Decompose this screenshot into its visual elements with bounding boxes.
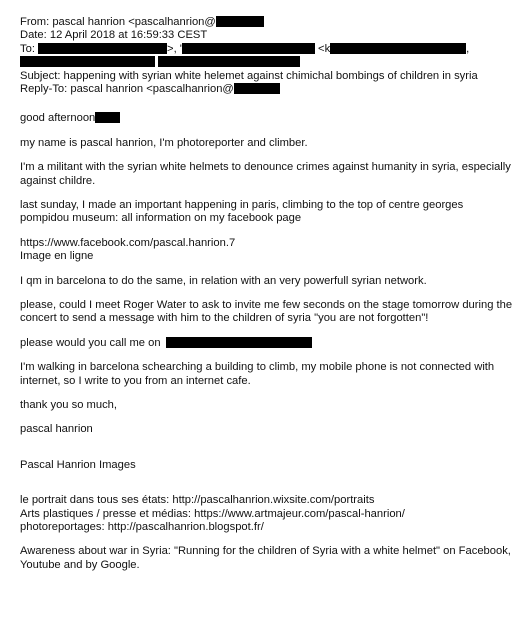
date-text: Date: 12 April 2018 at 16:59:33 CEST <box>20 29 208 42</box>
walking-paragraph: I'm walking in barcelona schearching a building to climb, my mobile phone is not connected with internet, so I write to you from an internet cafe. <box>20 361 495 387</box>
happening-paragraph: last sunday, I made an important happening in paris, climbing to the top of centre georges pompidou museum: all information on my facebook page <box>20 198 464 225</box>
request-paragraph: please, could I meet Roger Water to ask to invite me few seconds on the stage tomorrow during the concert to send a message with him to the children of syria "you are not forgotten"! <box>20 298 513 325</box>
redaction-bar <box>234 83 280 94</box>
redaction-bar <box>166 337 312 348</box>
date-line <box>20 29 515 42</box>
redaction-bar <box>20 56 155 67</box>
to-line <box>20 43 515 56</box>
sender-name: pascal hanrion <box>20 423 93 436</box>
intro-paragraph: my name is pascal hanrion, I'm photoreporter and climber. <box>20 136 308 149</box>
reply-to-text: Reply-To: pascal hanrion <pascalhanrion@ <box>20 82 234 95</box>
awareness-paragraph: Awareness about war in Syria: "Running for the children of Syria with a white helmet" on Facebook, Youtube and by Google. <box>20 545 511 571</box>
redaction-bar <box>330 43 466 54</box>
to-separator: <k <box>314 42 331 55</box>
redaction-bar <box>158 56 300 67</box>
greeting-text: good afternoon <box>20 112 96 125</box>
inline-image-caption: Image en ligne <box>20 250 94 263</box>
subject-text: Subject: happening with syrian white helemet against chimichal bombings of children in syria <box>20 69 478 82</box>
greeting-line <box>20 112 515 125</box>
signature-company: Pascal Hanrion Images <box>20 458 136 471</box>
thanks-line: thank you so much, <box>20 398 118 411</box>
call-me-text: please would you call me on <box>20 336 161 349</box>
from-line <box>20 16 515 29</box>
facebook-link[interactable]: https://www.facebook.com/pascal.hanrion.7 <box>20 236 236 249</box>
to-line-continued <box>20 56 515 69</box>
redaction-bar <box>216 16 264 27</box>
to-label: To: <box>20 42 39 55</box>
reply-to-line <box>20 83 515 96</box>
from-text: From: pascal hanrion <pascalhanrion@ <box>20 16 216 28</box>
signature-blog-link[interactable]: photoreportages: http://pascalhanrion.blogspot.fr/ <box>20 520 264 533</box>
militant-paragraph: I'm a militant with the syrian white helmets to denounce crimes against humanity in syria, especially against childre. <box>20 161 511 187</box>
redaction-bar <box>182 43 315 54</box>
subject-line <box>20 70 515 83</box>
signature-portrait-link[interactable]: le portrait dans tous ses états: http://pascalhanrion.wixsite.com/portraits <box>20 494 375 507</box>
redaction-bar <box>38 43 167 54</box>
email-document <box>20 16 515 572</box>
to-separator: , <box>466 42 470 55</box>
barcelona-paragraph: I qm in barcelona to do the same, in relation with an very powerfull syrian network. <box>20 274 427 287</box>
redaction-bar <box>95 112 120 123</box>
signature-artmajeur-link[interactable]: Arts plastiques / presse et médias: https://www.artmajeur.com/pascal-hanrion/ <box>20 507 405 520</box>
call-me-line <box>20 337 515 350</box>
to-separator: >, ' <box>167 42 182 55</box>
